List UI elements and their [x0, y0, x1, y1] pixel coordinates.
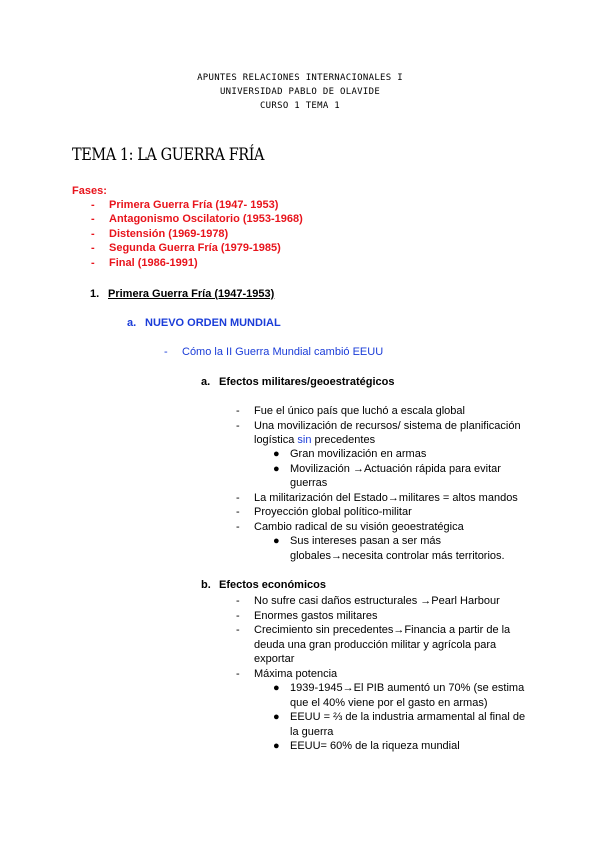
bullet: ●: [273, 682, 280, 694]
list-dash: -: [236, 420, 240, 432]
fases-item: Primera Guerra Fría (1947- 1953): [109, 199, 279, 211]
list-item-continuation: deuda una gran producción militar y agrícola para: [254, 639, 497, 651]
list-dash: -: [236, 624, 240, 636]
header-line-3: CURSO 1 TEMA 1: [259, 101, 341, 111]
subsection-title: NUEVO ORDEN MUNDIAL: [145, 317, 281, 329]
list-item-continuation: globales→necesita controlar más territorios.: [290, 550, 505, 562]
list-item: No sufre casi daños estructurales →Pearl Harbour: [254, 595, 500, 607]
list-item: Crecimiento sin precedentes→Financia a partir de la: [254, 624, 511, 636]
bullet: ●: [273, 711, 280, 723]
list-dash: -: [236, 595, 240, 607]
list-item-continuation: exportar: [254, 653, 295, 665]
list-dash: -: [236, 492, 240, 504]
section-title: Primera Guerra Fría (1947-1953): [108, 288, 275, 300]
list-item: Fue el único país que luchó a escala global: [254, 405, 465, 417]
list-item: La militarización del Estado→militares = altos mandos: [254, 492, 518, 504]
list-item: Una movilización de recursos/ sistema de planificación: [254, 420, 521, 432]
fases-heading: Fases:: [72, 185, 107, 197]
bullet: ●: [273, 535, 280, 547]
list-item: Máxima potencia: [254, 668, 338, 680]
list-item: Enormes gastos militares: [254, 610, 378, 622]
bullet: ●: [273, 463, 280, 475]
militares-label: a.: [201, 376, 211, 388]
list-dash: -: [236, 521, 240, 533]
highlight-text: sin: [297, 434, 312, 446]
list-item: EEUU = ⅔ de la industria armamental al final de: [290, 711, 526, 723]
list-item-continuation: la guerra: [290, 726, 334, 738]
page-title: TEMA 1: LA GUERRA FRÍA: [72, 145, 265, 165]
subsection-label: a.: [127, 317, 137, 329]
list-dash: -: [236, 668, 240, 680]
fases-dash: -: [91, 213, 95, 225]
list-item: Proyección global político-militar: [254, 506, 412, 518]
list-dash: -: [236, 610, 240, 622]
list-item-continuation: que el 40% viene por el gasto en armas): [290, 697, 488, 709]
list-item: Cómo la II Guerra Mundial cambió EEUU: [182, 346, 384, 358]
section-number: 1.: [90, 288, 100, 300]
list-dash: -: [236, 506, 240, 518]
economicos-label: b.: [201, 579, 211, 591]
list-dash: -: [164, 346, 168, 358]
bullet: ●: [273, 448, 280, 460]
list-item: Gran movilización en armas: [290, 448, 427, 460]
fases-dash: -: [91, 228, 95, 240]
list-item: Cambio radical de su visión geoestratégica: [254, 521, 464, 533]
economicos-title: Efectos económicos: [219, 579, 326, 591]
fases-item: Final (1986-1991): [109, 257, 198, 269]
list-text: logística: [254, 434, 298, 446]
list-item: EEUU= 60% de la riqueza mundial: [290, 740, 460, 752]
militares-title: Efectos militares/geoestratégicos: [219, 376, 395, 388]
fases-dash: -: [91, 242, 95, 254]
fases-dash: -: [91, 257, 95, 269]
bullet: ●: [273, 740, 280, 752]
header-line-1: APUNTES RELACIONES INTERNACIONALES I: [197, 73, 403, 83]
fases-item: Distensión (1969-1978): [109, 228, 229, 240]
list-item: Sus intereses pasan a ser más: [290, 535, 442, 547]
header-line-2: UNIVERSIDAD PABLO DE OLAVIDE: [219, 87, 381, 97]
list-item-continuation: guerras: [290, 477, 328, 489]
fases-item: Segunda Guerra Fría (1979-1985): [109, 242, 281, 254]
list-item-continuation: [254, 433, 375, 447]
fases-item: Antagonismo Oscilatorio (1953-1968): [109, 213, 303, 225]
fases-dash: -: [91, 199, 95, 211]
list-item: Movilización →Actuación rápida para evitar: [290, 463, 501, 475]
list-text: precedentes: [311, 434, 376, 446]
list-item: 1939-1945→El PIB aumentó un 70% (se estima: [290, 682, 525, 694]
list-dash: -: [236, 405, 240, 417]
